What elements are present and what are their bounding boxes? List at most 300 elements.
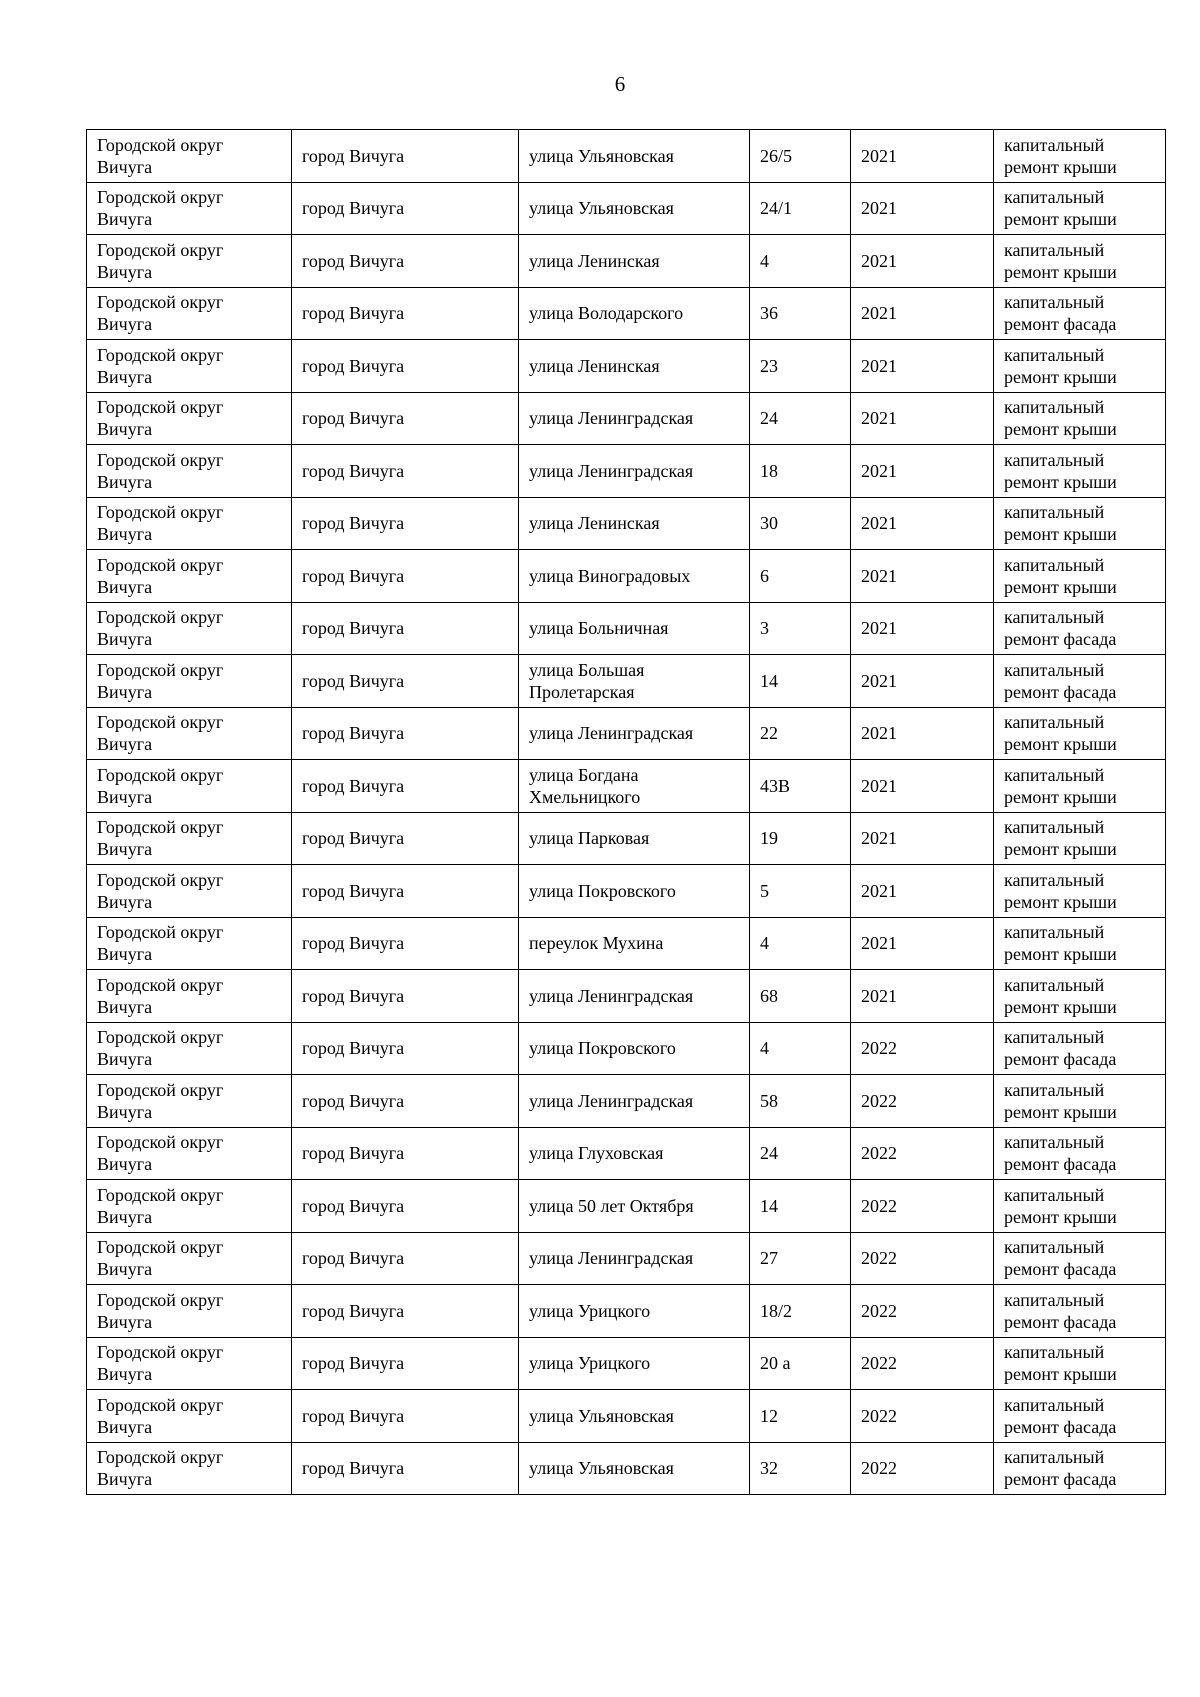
street-cell-text: улица Больничная bbox=[529, 618, 669, 639]
city-cell-text: город Вичуга bbox=[302, 880, 405, 901]
work-type-cell-text: капитальный ремонт фасада bbox=[1004, 607, 1117, 650]
district-cell bbox=[87, 287, 292, 340]
work-type-cell bbox=[994, 655, 1166, 708]
district-cell-text: Городской округ Вичуга bbox=[97, 712, 224, 755]
year-cell bbox=[851, 655, 994, 708]
table-row bbox=[87, 287, 1166, 340]
table-row bbox=[87, 497, 1166, 550]
house-number-cell bbox=[750, 1232, 851, 1285]
work-type-cell bbox=[994, 130, 1166, 183]
street-cell bbox=[519, 812, 750, 865]
year-cell-text: 2022 bbox=[861, 1405, 897, 1426]
city-cell-text: город Вичуга bbox=[302, 618, 405, 639]
city-cell-text: город Вичуга bbox=[302, 565, 405, 586]
work-type-cell-text: капитальный ремонт крыши bbox=[1004, 1342, 1117, 1385]
city-cell bbox=[292, 1022, 519, 1075]
district-cell bbox=[87, 1285, 292, 1338]
district-cell-text: Городской округ Вичуга bbox=[97, 1237, 224, 1280]
district-cell bbox=[87, 602, 292, 655]
table-row bbox=[87, 340, 1166, 393]
house-number-cell-text: 32 bbox=[760, 1458, 778, 1479]
table-row bbox=[87, 1127, 1166, 1180]
year-cell bbox=[851, 1022, 994, 1075]
house-number-cell bbox=[750, 445, 851, 498]
work-type-cell-text: капитальный ремонт крыши bbox=[1004, 397, 1117, 440]
house-number-cell bbox=[750, 1022, 851, 1075]
table-row bbox=[87, 1390, 1166, 1443]
year-cell-text: 2021 bbox=[861, 723, 897, 744]
year-cell bbox=[851, 235, 994, 288]
district-cell bbox=[87, 1180, 292, 1233]
district-cell bbox=[87, 1075, 292, 1128]
city-cell bbox=[292, 1127, 519, 1180]
street-cell bbox=[519, 1337, 750, 1390]
table-row bbox=[87, 1180, 1166, 1233]
house-number-cell-text: 24 bbox=[760, 408, 778, 429]
year-cell-text: 2021 bbox=[861, 828, 897, 849]
district-cell-text: Городской округ Вичуга bbox=[97, 554, 224, 597]
work-type-cell bbox=[994, 1022, 1166, 1075]
house-number-cell-text: 3 bbox=[760, 618, 769, 639]
street-cell bbox=[519, 1075, 750, 1128]
house-number-cell-text: 4 bbox=[760, 933, 769, 954]
house-number-cell bbox=[750, 602, 851, 655]
table-row bbox=[87, 1337, 1166, 1390]
city-cell-text: город Вичуга bbox=[302, 1195, 405, 1216]
district-cell bbox=[87, 917, 292, 970]
street-cell bbox=[519, 865, 750, 918]
work-type-cell bbox=[994, 550, 1166, 603]
work-type-cell-text: капитальный ремонт крыши bbox=[1004, 1079, 1117, 1122]
district-cell-text: Городской округ Вичуга bbox=[97, 397, 224, 440]
city-cell-text: город Вичуга bbox=[302, 933, 405, 954]
street-cell bbox=[519, 1442, 750, 1495]
street-cell-text: улица Покровского bbox=[529, 1038, 676, 1059]
city-cell bbox=[292, 760, 519, 813]
year-cell-text: 2021 bbox=[861, 670, 897, 691]
work-type-cell bbox=[994, 1180, 1166, 1233]
district-cell-text: Городской округ Вичуга bbox=[97, 869, 224, 912]
table-row bbox=[87, 445, 1166, 498]
work-type-cell bbox=[994, 287, 1166, 340]
year-cell-text: 2021 bbox=[861, 565, 897, 586]
district-cell-text: Городской округ Вичуга bbox=[97, 1394, 224, 1437]
house-number-cell-text: 27 bbox=[760, 1248, 778, 1269]
street-cell bbox=[519, 1285, 750, 1338]
city-cell bbox=[292, 550, 519, 603]
city-cell-text: город Вичуга bbox=[302, 408, 405, 429]
year-cell bbox=[851, 917, 994, 970]
work-type-cell bbox=[994, 497, 1166, 550]
work-type-cell bbox=[994, 1285, 1166, 1338]
city-cell-text: город Вичуга bbox=[302, 513, 405, 534]
city-cell-text: город Вичуга bbox=[302, 723, 405, 744]
district-cell bbox=[87, 445, 292, 498]
work-type-cell-text: капитальный ремонт фасада bbox=[1004, 1132, 1117, 1175]
house-number-cell bbox=[750, 970, 851, 1023]
year-cell-text: 2021 bbox=[861, 880, 897, 901]
city-cell bbox=[292, 445, 519, 498]
work-type-cell bbox=[994, 917, 1166, 970]
table-body bbox=[87, 130, 1166, 1495]
city-cell bbox=[292, 1075, 519, 1128]
year-cell bbox=[851, 182, 994, 235]
house-number-cell-text: 14 bbox=[760, 670, 778, 691]
table-row bbox=[87, 1075, 1166, 1128]
year-cell bbox=[851, 130, 994, 183]
district-cell-text: Городской округ Вичуга bbox=[97, 1027, 224, 1070]
street-cell bbox=[519, 550, 750, 603]
work-type-cell-text: капитальный ремонт крыши bbox=[1004, 502, 1117, 545]
table-row bbox=[87, 1442, 1166, 1495]
work-type-cell-text: капитальный ремонт крыши bbox=[1004, 187, 1117, 230]
year-cell bbox=[851, 392, 994, 445]
house-number-cell bbox=[750, 130, 851, 183]
year-cell-text: 2021 bbox=[861, 355, 897, 376]
work-type-cell bbox=[994, 1442, 1166, 1495]
city-cell bbox=[292, 707, 519, 760]
city-cell-text: город Вичуга bbox=[302, 198, 405, 219]
street-cell-text: улица Виноградовых bbox=[529, 565, 691, 586]
table-row bbox=[87, 812, 1166, 865]
street-cell-text: улица Ленинградская bbox=[529, 408, 694, 429]
district-cell-text: Городской округ Вичуга bbox=[97, 344, 224, 387]
street-cell-text: улица Ленинградская bbox=[529, 723, 694, 744]
table-row bbox=[87, 655, 1166, 708]
district-cell-text: Городской округ Вичуга bbox=[97, 239, 224, 282]
year-cell-text: 2022 bbox=[861, 1038, 897, 1059]
street-cell-text: улица Ульяновская bbox=[529, 1405, 674, 1426]
work-type-cell-text: капитальный ремонт крыши bbox=[1004, 239, 1117, 282]
street-cell bbox=[519, 970, 750, 1023]
work-type-cell-text: капитальный ремонт крыши bbox=[1004, 449, 1117, 492]
house-number-cell-text: 36 bbox=[760, 303, 778, 324]
house-number-cell-text: 24/1 bbox=[760, 198, 793, 219]
street-cell bbox=[519, 445, 750, 498]
house-number-cell bbox=[750, 1180, 851, 1233]
year-cell-text: 2022 bbox=[861, 1458, 897, 1479]
work-type-cell bbox=[994, 1127, 1166, 1180]
street-cell-text: улица Покровского bbox=[529, 880, 676, 901]
work-type-cell bbox=[994, 602, 1166, 655]
table-row bbox=[87, 1285, 1166, 1338]
district-cell-text: Городской округ Вичуга bbox=[97, 449, 224, 492]
district-cell bbox=[87, 970, 292, 1023]
district-cell bbox=[87, 760, 292, 813]
district-cell bbox=[87, 865, 292, 918]
street-cell-text: улица Ленинская bbox=[529, 250, 660, 271]
year-cell bbox=[851, 1390, 994, 1443]
city-cell bbox=[292, 235, 519, 288]
year-cell bbox=[851, 602, 994, 655]
district-cell-text: Городской округ Вичуга bbox=[97, 974, 224, 1017]
city-cell bbox=[292, 812, 519, 865]
city-cell-text: город Вичуга bbox=[302, 985, 405, 1006]
house-number-cell bbox=[750, 497, 851, 550]
work-type-cell-text: капитальный ремонт крыши bbox=[1004, 922, 1117, 965]
house-number-cell bbox=[750, 865, 851, 918]
street-cell-text: улица Ленинградская bbox=[529, 1248, 694, 1269]
district-cell-text: Городской округ Вичуга bbox=[97, 1342, 224, 1385]
year-cell-text: 2022 bbox=[861, 1143, 897, 1164]
city-cell bbox=[292, 287, 519, 340]
street-cell bbox=[519, 1390, 750, 1443]
street-cell-text: улица Ленинская bbox=[529, 513, 660, 534]
city-cell-text: город Вичуга bbox=[302, 355, 405, 376]
district-cell-text: Городской округ Вичуга bbox=[97, 502, 224, 545]
work-type-cell-text: капитальный ремонт крыши bbox=[1004, 344, 1117, 387]
district-cell bbox=[87, 550, 292, 603]
street-cell bbox=[519, 1022, 750, 1075]
city-cell bbox=[292, 1442, 519, 1495]
district-cell bbox=[87, 392, 292, 445]
year-cell-text: 2021 bbox=[861, 933, 897, 954]
work-type-cell bbox=[994, 812, 1166, 865]
city-cell bbox=[292, 392, 519, 445]
street-cell bbox=[519, 392, 750, 445]
district-cell bbox=[87, 182, 292, 235]
year-cell bbox=[851, 340, 994, 393]
house-number-cell-text: 14 bbox=[760, 1195, 778, 1216]
house-number-cell bbox=[750, 1285, 851, 1338]
city-cell-text: город Вичуга bbox=[302, 828, 405, 849]
city-cell bbox=[292, 970, 519, 1023]
city-cell bbox=[292, 655, 519, 708]
work-type-cell-text: капитальный ремонт крыши bbox=[1004, 764, 1117, 807]
house-number-cell bbox=[750, 917, 851, 970]
street-cell bbox=[519, 1180, 750, 1233]
street-cell bbox=[519, 760, 750, 813]
work-type-cell bbox=[994, 392, 1166, 445]
work-type-cell-text: капитальный ремонт крыши bbox=[1004, 869, 1117, 912]
house-number-cell-text: 18/2 bbox=[760, 1300, 793, 1321]
table-row bbox=[87, 1232, 1166, 1285]
house-number-cell bbox=[750, 707, 851, 760]
district-cell-text: Городской округ Вичуга bbox=[97, 1079, 224, 1122]
year-cell-text: 2021 bbox=[861, 303, 897, 324]
table-row bbox=[87, 392, 1166, 445]
street-cell bbox=[519, 655, 750, 708]
table-row bbox=[87, 865, 1166, 918]
work-type-cell-text: капитальный ремонт крыши bbox=[1004, 712, 1117, 755]
city-cell-text: город Вичуга bbox=[302, 1038, 405, 1059]
year-cell-text: 2021 bbox=[861, 618, 897, 639]
street-cell bbox=[519, 182, 750, 235]
city-cell bbox=[292, 182, 519, 235]
year-cell-text: 2021 bbox=[861, 408, 897, 429]
street-cell-text: улица Ульяновская bbox=[529, 145, 674, 166]
street-cell-text: улица Ленинская bbox=[529, 355, 660, 376]
district-cell-text: Городской округ Вичуга bbox=[97, 922, 224, 965]
year-cell-text: 2022 bbox=[861, 1300, 897, 1321]
work-type-cell bbox=[994, 970, 1166, 1023]
street-cell-text: улица Ленинградская bbox=[529, 460, 694, 481]
street-cell-text: улица Урицкого bbox=[529, 1353, 651, 1374]
house-number-cell-text: 22 bbox=[760, 723, 778, 744]
street-cell-text: переулок Мухина bbox=[529, 933, 664, 954]
city-cell bbox=[292, 1390, 519, 1443]
house-number-cell-text: 19 bbox=[760, 828, 778, 849]
work-type-cell bbox=[994, 760, 1166, 813]
year-cell-text: 2022 bbox=[861, 1195, 897, 1216]
table-row bbox=[87, 550, 1166, 603]
work-type-cell-text: капитальный ремонт фасада bbox=[1004, 1027, 1117, 1070]
city-cell bbox=[292, 1285, 519, 1338]
street-cell bbox=[519, 1127, 750, 1180]
street-cell bbox=[519, 917, 750, 970]
district-cell-text: Городской округ Вичуга bbox=[97, 1447, 224, 1490]
table-row bbox=[87, 760, 1166, 813]
house-number-cell-text: 23 bbox=[760, 355, 778, 376]
city-cell bbox=[292, 602, 519, 655]
year-cell bbox=[851, 707, 994, 760]
city-cell bbox=[292, 130, 519, 183]
city-cell-text: город Вичуга bbox=[302, 1143, 405, 1164]
house-number-cell bbox=[750, 655, 851, 708]
work-type-cell bbox=[994, 865, 1166, 918]
year-cell-text: 2022 bbox=[861, 1353, 897, 1374]
house-number-cell-text: 26/5 bbox=[760, 145, 793, 166]
house-number-cell bbox=[750, 182, 851, 235]
city-cell bbox=[292, 497, 519, 550]
table-row bbox=[87, 602, 1166, 655]
house-number-cell bbox=[750, 287, 851, 340]
table-row bbox=[87, 917, 1166, 970]
year-cell-text: 2022 bbox=[861, 1248, 897, 1269]
district-cell-text: Городской округ Вичуга bbox=[97, 187, 224, 230]
house-number-cell-text: 4 bbox=[760, 1038, 769, 1059]
city-cell-text: город Вичуга bbox=[302, 1248, 405, 1269]
house-number-cell-text: 18 bbox=[760, 460, 778, 481]
city-cell bbox=[292, 917, 519, 970]
year-cell bbox=[851, 1180, 994, 1233]
house-number-cell bbox=[750, 340, 851, 393]
house-number-cell-text: 68 bbox=[760, 985, 778, 1006]
year-cell bbox=[851, 550, 994, 603]
year-cell bbox=[851, 1337, 994, 1390]
year-cell bbox=[851, 1127, 994, 1180]
street-cell bbox=[519, 287, 750, 340]
district-cell-text: Городской округ Вичуга bbox=[97, 764, 224, 807]
table-row bbox=[87, 182, 1166, 235]
district-cell bbox=[87, 340, 292, 393]
district-cell-text: Городской округ Вичуга bbox=[97, 817, 224, 860]
city-cell-text: город Вичуга bbox=[302, 1405, 405, 1426]
page-number: 6 bbox=[614, 72, 626, 96]
district-cell bbox=[87, 1232, 292, 1285]
district-cell bbox=[87, 707, 292, 760]
house-number-cell-text: 43В bbox=[760, 775, 791, 796]
house-number-cell-text: 6 bbox=[760, 565, 769, 586]
year-cell-text: 2021 bbox=[861, 198, 897, 219]
city-cell-text: город Вичуга bbox=[302, 1458, 405, 1479]
repair-schedule-table bbox=[86, 129, 1166, 1495]
work-type-cell-text: капитальный ремонт крыши bbox=[1004, 817, 1117, 860]
house-number-cell-text: 58 bbox=[760, 1090, 778, 1111]
city-cell bbox=[292, 340, 519, 393]
work-type-cell bbox=[994, 1390, 1166, 1443]
year-cell bbox=[851, 865, 994, 918]
year-cell-text: 2021 bbox=[861, 985, 897, 1006]
district-cell bbox=[87, 1337, 292, 1390]
city-cell bbox=[292, 1180, 519, 1233]
house-number-cell-text: 4 bbox=[760, 250, 769, 271]
house-number-cell bbox=[750, 1442, 851, 1495]
district-cell-text: Городской округ Вичуга bbox=[97, 1289, 224, 1332]
house-number-cell-text: 24 bbox=[760, 1143, 778, 1164]
work-type-cell bbox=[994, 340, 1166, 393]
work-type-cell-text: капитальный ремонт фасада bbox=[1004, 1289, 1117, 1332]
street-cell-text: улица Урицкого bbox=[529, 1300, 651, 1321]
street-cell bbox=[519, 707, 750, 760]
district-cell bbox=[87, 1390, 292, 1443]
work-type-cell-text: капитальный ремонт крыши bbox=[1004, 554, 1117, 597]
district-cell-text: Городской округ Вичуга bbox=[97, 659, 224, 702]
street-cell bbox=[519, 1232, 750, 1285]
house-number-cell bbox=[750, 235, 851, 288]
house-number-cell bbox=[750, 760, 851, 813]
work-type-cell-text: капитальный ремонт крыши bbox=[1004, 974, 1117, 1017]
work-type-cell bbox=[994, 1337, 1166, 1390]
year-cell bbox=[851, 1232, 994, 1285]
city-cell-text: город Вичуга bbox=[302, 303, 405, 324]
district-cell bbox=[87, 497, 292, 550]
house-number-cell bbox=[750, 550, 851, 603]
city-cell-text: город Вичуга bbox=[302, 670, 405, 691]
street-cell-text: улица Володарского bbox=[529, 303, 684, 324]
year-cell bbox=[851, 1285, 994, 1338]
work-type-cell bbox=[994, 445, 1166, 498]
street-cell-text: улица Богдана Хмельницкого bbox=[529, 764, 641, 807]
district-cell bbox=[87, 1022, 292, 1075]
street-cell bbox=[519, 497, 750, 550]
work-type-cell bbox=[994, 707, 1166, 760]
table-row bbox=[87, 235, 1166, 288]
city-cell-text: город Вичуга bbox=[302, 460, 405, 481]
house-number-cell bbox=[750, 1127, 851, 1180]
city-cell-text: город Вичуга bbox=[302, 1353, 405, 1374]
street-cell-text: улица Парковая bbox=[529, 828, 650, 849]
street-cell-text: улица Ленинградская bbox=[529, 1090, 694, 1111]
district-cell-text: Городской округ Вичуга bbox=[97, 607, 224, 650]
district-cell bbox=[87, 130, 292, 183]
district-cell bbox=[87, 235, 292, 288]
district-cell-text: Городской округ Вичуга bbox=[97, 1132, 224, 1175]
district-cell bbox=[87, 1442, 292, 1495]
work-type-cell-text: капитальный ремонт фасада bbox=[1004, 1237, 1117, 1280]
table-row bbox=[87, 130, 1166, 183]
table-row bbox=[87, 970, 1166, 1023]
year-cell-text: 2021 bbox=[861, 145, 897, 166]
year-cell-text: 2021 bbox=[861, 775, 897, 796]
city-cell bbox=[292, 1337, 519, 1390]
year-cell bbox=[851, 445, 994, 498]
street-cell bbox=[519, 340, 750, 393]
city-cell-text: город Вичуга bbox=[302, 775, 405, 796]
year-cell bbox=[851, 970, 994, 1023]
house-number-cell bbox=[750, 1390, 851, 1443]
year-cell-text: 2022 bbox=[861, 1090, 897, 1111]
house-number-cell bbox=[750, 1337, 851, 1390]
city-cell-text: город Вичуга bbox=[302, 250, 405, 271]
house-number-cell-text: 30 bbox=[760, 513, 778, 534]
table-row bbox=[87, 707, 1166, 760]
work-type-cell-text: капитальный ремонт фасада bbox=[1004, 659, 1117, 702]
city-cell bbox=[292, 865, 519, 918]
district-cell bbox=[87, 812, 292, 865]
street-cell bbox=[519, 235, 750, 288]
city-cell-text: город Вичуга bbox=[302, 1090, 405, 1111]
